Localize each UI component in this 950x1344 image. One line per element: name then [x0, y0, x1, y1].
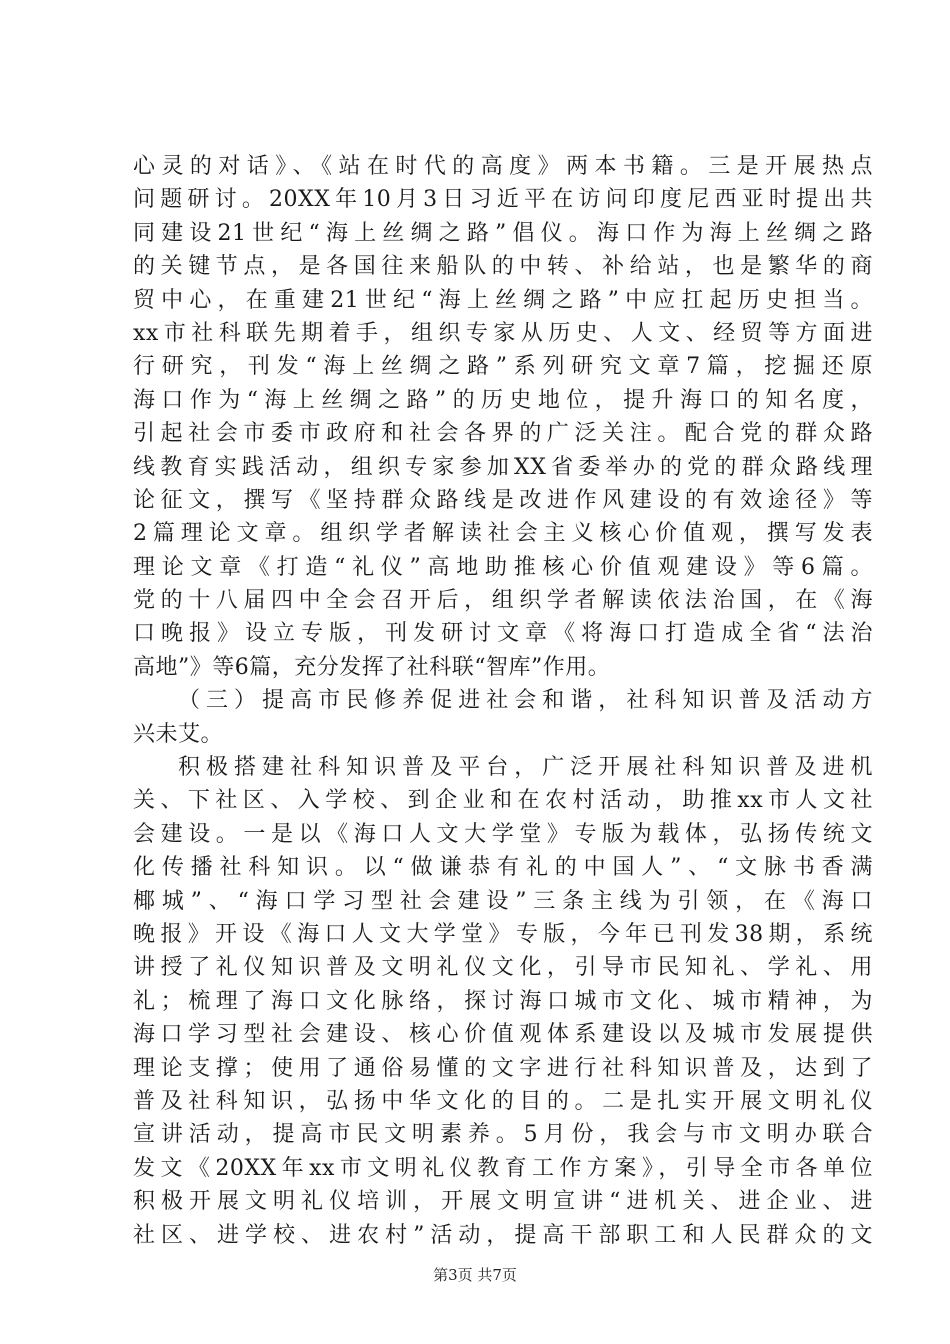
text-line: 化传播社科知识。以“做谦恭有礼的中国人”、“文脉书香满 [133, 855, 873, 881]
text-line: 椰城”、“海口学习型社会建设”三条主线为引领，在《海口 [133, 888, 873, 914]
text-line: 会建设。一是以《海口人文大学堂》专版为载体，弘扬传统文 [133, 821, 873, 847]
text-line: 积极开展文明礼仪培训，开展文明宣讲“进机关、进企业、进 [133, 1189, 873, 1215]
text-line: 海口作为“海上丝绸之路”的历史地位，提升海口的知名度， [133, 387, 873, 413]
text-line: 论征文，撰写《坚持群众路线是改进作风建设的有效途径》等 [133, 487, 873, 513]
text-line: 理论文章《打造“礼仪”高地助推核心价值观建设》等6篇。 [133, 554, 873, 580]
text-line: （三）提高市民修养促进社会和谐，社科知识普及活动方 [178, 688, 873, 714]
text-line: 问题研讨。20XX年10月3日习近平在访问印度尼西亚时提出共 [133, 187, 873, 213]
page-footer: 第3页 共7页 [433, 1266, 517, 1284]
text-line: 线教育实践活动，组织专家参加XX省委举办的党的群众路线理 [133, 454, 873, 480]
text-line: 理论支撑；使用了通俗易懂的文字进行社科知识普及，达到了 [133, 1055, 873, 1081]
text-line: 讲授了礼仪知识普及文明礼仪文化，引导市民知礼、学礼、用 [133, 955, 873, 981]
document-body [133, 150, 873, 1252]
text-line: 海口学习型社会建设、核心价值观体系建设以及城市发展提供 [133, 1022, 873, 1048]
text-line: 的关键节点，是各国往来船队的中转、补给站，也是繁华的商 [133, 254, 873, 280]
text-line: 普及社科知识，弘扬中华文化的目的。二是扎实开展文明礼仪 [133, 1088, 873, 1114]
text-line: xx市社科联先期着手，组织专家从历史、人文、经贸等方面进 [133, 320, 873, 346]
text-line: 党的十八届四中全会召开后，组织学者解读依法治国，在《海 [133, 588, 873, 614]
text-line: 宣讲活动，提高市民文明素养。5月份，我会与市文明办联合 [133, 1122, 873, 1148]
text-line: 积极搭建社科知识普及平台，广泛开展社科知识普及进机 [178, 755, 873, 781]
text-line: 口晚报》设立专版，刊发研讨文章《将海口打造成全省“法治 [133, 621, 873, 647]
text-line: 兴未艾。 [133, 721, 224, 747]
text-line: 社区、进学校、进农村”活动，提高干部职工和人民群众的文 [133, 1222, 873, 1248]
text-line: 行研究，刊发“海上丝绸之路”系列研究文章7篇，挖掘还原 [133, 354, 873, 380]
text-line: 心灵的对话》、《站在时代的高度》两本书籍。三是开展热点 [133, 154, 873, 179]
text-line: 礼；梳理了海口文化脉络，探讨海口城市文化、城市精神，为 [133, 988, 873, 1014]
text-line: 同建设21世纪“海上丝绸之路”倡仪。海口作为海上丝绸之路 [133, 220, 873, 246]
text-line: 发文《20XX年xx市文明礼仪教育工作方案》，引导全市各单位 [133, 1155, 873, 1181]
text-line: 2篇理论文章。组织学者解读社会主义核心价值观，撰写发表 [133, 521, 873, 547]
text-line: 贸中心，在重建21世纪“海上丝绸之路”中应扛起历史担当。 [133, 287, 873, 313]
text-line: 关、下社区、入学校、到企业和在农村活动，助推xx市人文社 [133, 788, 873, 814]
text-line: 引起社会市委市政府和社会各界的广泛关注。配合党的群众路 [133, 421, 873, 447]
text-line: 晚报》开设《海口人文大学堂》专版，今年已刊发38期，系统 [133, 921, 873, 947]
text-line: 高地”》等6篇，充分发挥了社科联“智库”作用。 [133, 654, 611, 680]
